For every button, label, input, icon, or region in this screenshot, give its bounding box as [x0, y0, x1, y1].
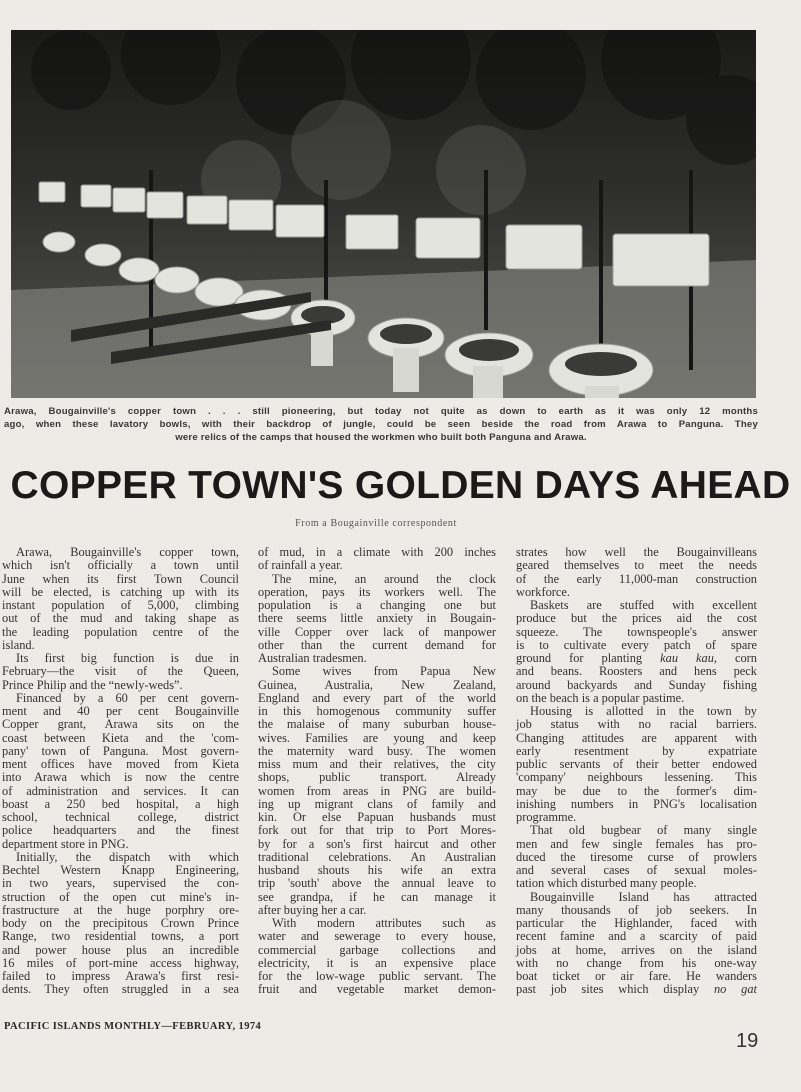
- article-line: Housing is allotted in the town by: [530, 704, 757, 718]
- article-line: Its first big function is due in: [16, 651, 239, 665]
- article-line: fruit and vegetable market demon-: [258, 982, 496, 997]
- article-line: men and few single females has pro-: [516, 836, 757, 851]
- photo-illustration: [11, 30, 756, 398]
- article-line: Australian tradesmen.: [258, 651, 367, 665]
- article-line: Initially, the dispatch with which: [16, 849, 239, 864]
- article-line: Guinea, Australia, New Zealand,: [258, 677, 496, 692]
- article-line: strates how well the Bougainvilleans: [516, 545, 757, 559]
- article-line: tation which disturbed many people.: [516, 876, 697, 891]
- article-line: recent famine and a scarcity of paid: [516, 929, 757, 944]
- article-line: geared themselves to meet the needs: [516, 558, 757, 573]
- article-line: February—the visit of the Queen,: [2, 664, 239, 679]
- article-line: will be elected, is catching up with its: [2, 584, 239, 599]
- article-line: boast a 250 bed hospital, a high: [2, 796, 239, 811]
- article-line: Arawa, Bougainville's copper town,: [16, 545, 239, 559]
- article-line: and beans. Roosters and hens peck: [516, 664, 757, 679]
- article-line: traditional celebrations. An Australian: [258, 849, 496, 864]
- caption-line-1: Arawa, Bougainville's copper town . . . still pioneering, but today not quite as down to earth as it was only 12 months: [4, 406, 758, 417]
- article-line: shops, public transport. Already: [258, 770, 496, 785]
- article-line: boat ticket or air fare. He wanders: [516, 969, 757, 983]
- article-line: Financed by a 60 per cent govern-: [16, 690, 239, 705]
- article-line: electricity, it is an expensive place: [258, 955, 496, 970]
- article-line: Copper grant, Arawa sits on the: [2, 717, 239, 732]
- article-line: of administration and services. It can: [2, 783, 239, 798]
- article-line: particular the Highlander, faced with: [516, 916, 757, 930]
- article-line: by for a son's first haircut and other: [258, 836, 496, 851]
- article-line: on the beach is a popular pastime.: [516, 690, 685, 705]
- article-line: jobs at home, arrives on the island: [516, 942, 757, 957]
- article-line: Bougainville Island has attracted: [530, 889, 757, 904]
- article-line: out of the mud and taking shape as: [2, 611, 239, 626]
- article-line: Bechtel Western Knapp Engineering,: [2, 863, 239, 877]
- article-line: and several cases of sexual moles-: [516, 863, 757, 877]
- article-line: public servants of their better endowed: [516, 757, 757, 771]
- article-line: into Arawa which is now the centre: [2, 770, 239, 785]
- article-line: trip 'south' above the annual leave to: [258, 876, 496, 891]
- article-line: Range, two residential towns, a port: [2, 929, 239, 944]
- article-line: with no change from his one-way: [516, 955, 757, 970]
- article-line: island.: [2, 637, 35, 652]
- article-line: kin. Or else Papuan husbands must: [258, 810, 496, 824]
- article-line: instant population of 5,000, climbing: [2, 598, 239, 612]
- article-line: failed to impress Arawa's first resi-: [2, 969, 239, 983]
- article-line: women from areas in PNG are build-: [258, 783, 496, 798]
- article-line: around backyards and Sunday fishing: [516, 677, 757, 692]
- article-line: Baskets are stuffed with excellent: [530, 598, 757, 612]
- article-line: inishing numbers in PNG's localisation: [516, 796, 757, 811]
- article-line: see grandpa, if he can manage it: [258, 889, 496, 904]
- article-line: husband shouts his wife an extra: [258, 863, 496, 877]
- article-line: department store in PNG.: [2, 836, 129, 851]
- article-column-1: [2, 546, 239, 997]
- article-line: school, technical college, district: [2, 810, 239, 824]
- article-line: pany' town of Panguna. Most govern-: [2, 743, 239, 758]
- article-line: the leading population centre of the: [2, 624, 239, 639]
- article-line: wives. Families are young and keep: [258, 730, 496, 745]
- article-line: 'company' neighbours lessening. This: [516, 770, 757, 785]
- page-number: 19: [736, 1030, 759, 1052]
- article-line: ground for planting kau kau, corn: [516, 651, 757, 665]
- article-line: struction of the open cut mine's in-: [2, 889, 239, 904]
- article-line: commercial garbage collections and: [258, 942, 496, 957]
- article-line: 16 miles of port-mine access highway,: [2, 955, 239, 970]
- article-line: programme.: [516, 810, 577, 824]
- article-headline: COPPER TOWN'S GOLDEN DAYS AHEAD: [10, 464, 791, 507]
- caption-line-3: were relics of the camps that housed the workmen who built both Panguna and Arawa.: [175, 432, 587, 443]
- article-line: early resentment by expatriate: [516, 743, 757, 758]
- article-line: duced the tiresome curse of prowlers: [516, 849, 757, 864]
- article-line: ville Copper over lack of manpower: [258, 624, 496, 639]
- article-line: the malaise of many suburban house-: [258, 717, 496, 732]
- article-line: That old bugbear of many single: [530, 823, 757, 838]
- article-line: miss mum and their relatives, the city: [258, 757, 496, 771]
- article-line: operation, pays its workers well. The: [258, 584, 496, 599]
- article-byline: From a Bougainville correspondent: [295, 518, 457, 529]
- article-line: past job sites which display no gat: [516, 982, 757, 997]
- article-line: The mine, an around the clock: [272, 571, 496, 586]
- article-line: may be due to the former's dim-: [516, 783, 757, 798]
- article-line: Some wives from Papua New: [272, 664, 496, 679]
- article-line: other than the current demand for: [258, 637, 496, 652]
- article-column-3: [516, 546, 757, 997]
- article-line: squeeze. The townspeople's answer: [516, 624, 757, 639]
- article-line: is to cultivate every patch of spare: [516, 637, 757, 652]
- article-line: for the low-wage public servant. The: [258, 969, 496, 983]
- italic-phrase: no gat: [713, 982, 757, 997]
- article-line: population is a changing one but: [258, 598, 496, 612]
- article-line: England and every part of the world: [258, 690, 496, 705]
- article-line: of mud, in a climate with 200 inches: [258, 545, 496, 559]
- article-line: fork out for that trip to Port Mores-: [258, 823, 496, 838]
- article-line: ment offices have moved from Kieta: [2, 757, 239, 771]
- article-line: With modern attributes such as: [272, 916, 496, 930]
- article-line: of rainfall a year.: [258, 558, 343, 573]
- article-line: there seems little anxiety in Bougain-: [258, 611, 496, 626]
- article-line: after buying her a car.: [258, 902, 367, 917]
- page-footer: PACIFIC ISLANDS MONTHLY—FEBRUARY, 1974: [4, 1021, 262, 1032]
- article-line: in this homogenous community suffer: [258, 704, 496, 718]
- article-line: June when its first Town Council: [2, 571, 239, 586]
- article-line: frastructure at the huge porphry ore-: [2, 902, 239, 917]
- article-line: many thousands of job seekers. In: [516, 902, 757, 917]
- article-line: body on the precipitous Crown Prince: [2, 916, 239, 930]
- article-line: the maternity ward busy. The women: [258, 743, 496, 758]
- article-line: and power house plus an incredible: [2, 942, 239, 957]
- article-line: ment and 40 per cent Bougainville: [2, 704, 239, 718]
- article-line: coast between Kieta and the 'com-: [2, 730, 239, 745]
- toilet-bowls-photo: [11, 30, 756, 398]
- article-line: produce but the prices aid the cost: [516, 611, 757, 626]
- article-line: police headquarters and the finest: [2, 823, 239, 838]
- article-line: of the early 11,000-man construction: [516, 571, 757, 586]
- article-line: job status with no racial barriers.: [516, 717, 757, 732]
- article-line: workforce.: [516, 584, 571, 599]
- article-line: dents. They often struggled in a sea: [2, 982, 239, 997]
- article-line: ing up migrant clans of family and: [258, 796, 496, 811]
- article-line: which isn't officially a town until: [2, 558, 239, 573]
- article-line: Changing attitudes are apparent with: [516, 730, 757, 745]
- italic-phrase: kau kau: [660, 651, 714, 665]
- caption-line-2: ago, when these lavatory bowls, with their backdrop of jungle, could be seen beside the road from Arawa to Panguna. They: [4, 419, 758, 430]
- article-line: water and sewerage to every house,: [258, 929, 496, 944]
- article-line: Prince Philip and the “newly-weds”.: [2, 677, 183, 692]
- photo-caption: [4, 405, 758, 444]
- article-line: in two years, supervised the con-: [2, 876, 239, 891]
- article-column-2: [258, 546, 496, 997]
